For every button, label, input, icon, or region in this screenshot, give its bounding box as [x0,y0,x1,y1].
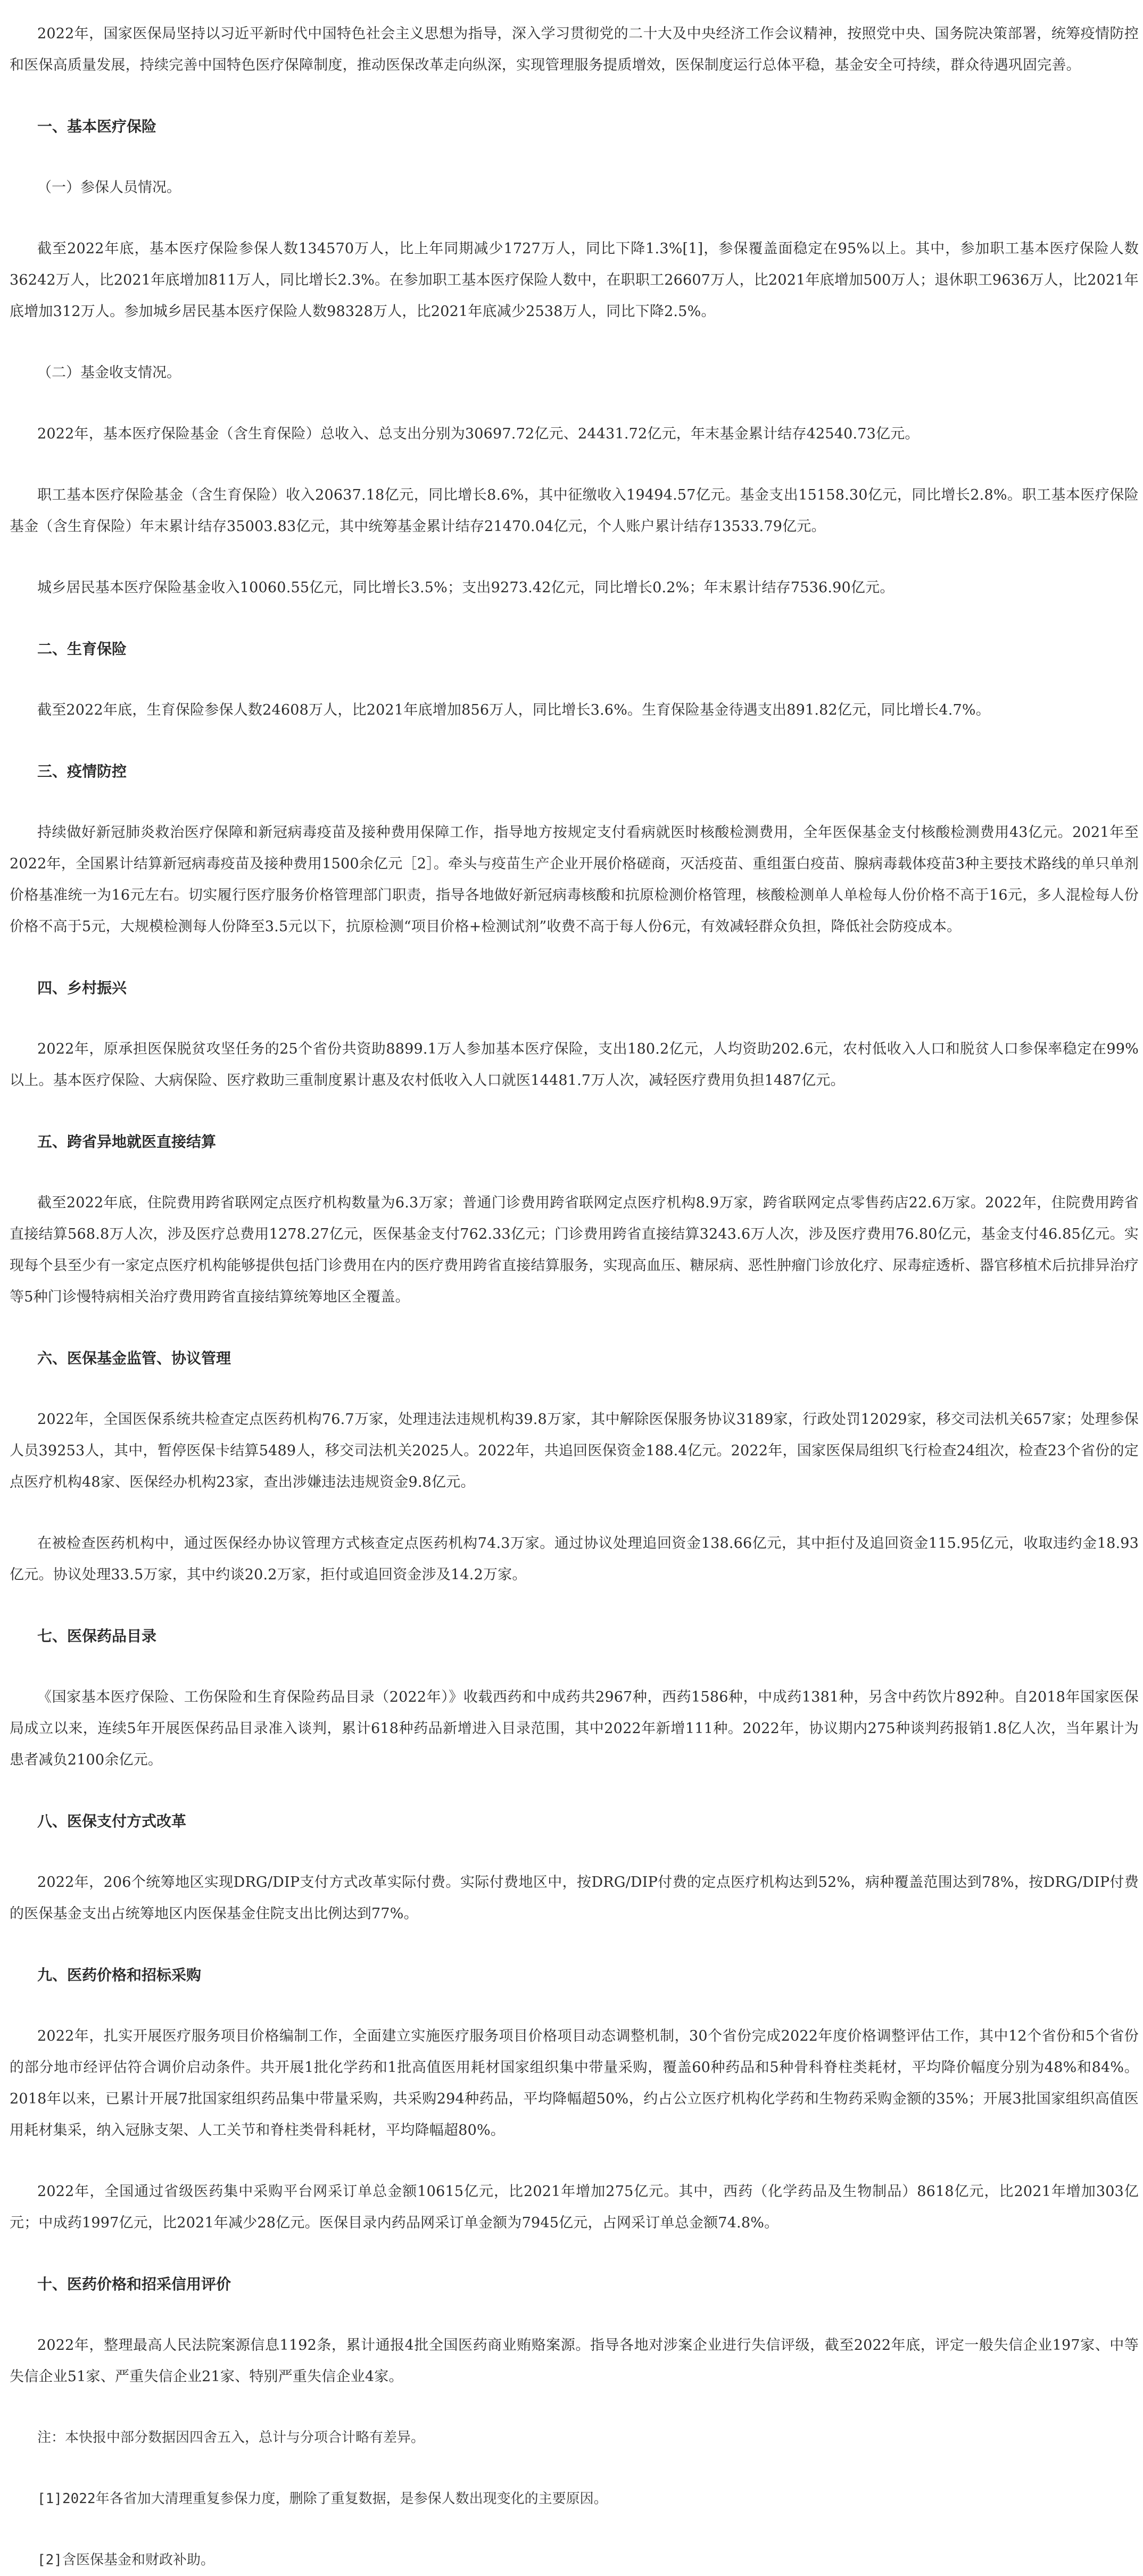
section-7-paragraph-1: 《国家基本医疗保险、工伤保险和生育保险药品目录（2022年）》收载西药和中成药共2967种，西药1586种，中成药1381种，另含中药饮片892种。自2018年国家医保局成立以来，连续5年开展医保药品目录准入谈判，累计618种药品新增进入目录范围，其中2022年新增111种。2022年，协议期内275种谈判药报销1.8亿人次，当年累计为患者减负2100余亿元。 [10,1689,1139,1768]
section-5-heading: 五、跨省异地就医直接结算 [37,1133,217,1150]
section-7-heading: 七、医保药品目录 [37,1627,157,1645]
section-1-paragraph-4: 城乡居民基本医疗保险基金收入10060.55亿元，同比增长3.5%；支出9273.42亿元，同比增长0.2%；年末累计结存7536.90亿元。 [37,579,894,596]
section-1-paragraph-3: 职工基本医疗保险基金（含生育保险）收入20637.18亿元，同比增长8.6%，其中征缴收入19494.57亿元。基金支出15158.30亿元，同比增长2.8%。职工基本医疗保险基金（含生育保险）年末累计结存35003.83亿元，其中统筹基金累计结存21470.04亿元，个人账户累计结存13533.79亿元。 [10,487,1139,535]
section-6-paragraph-1: 2022年，全国医保系统共检查定点医药机构76.7万家，处理违法违规机构39.8万家，其中解除医保服务协议3189家，行政处罚12029家，移交司法机关657家；处理参保人员39253人，其中，暂停医保卡结算5489人，移交司法机关2025人。2022年，共追回医保资金188.4亿元。2022年，国家医保局组织飞行检查24组次，检查23个省份的定点医疗机构48家、医保经办机构23家，查出涉嫌违法违规资金9.8亿元。 [10,1411,1139,1490]
footnote-intro: 注：本快报中部分数据因四舍五入，总计与分项合计略有差异。 [37,2430,425,2446]
section-1-heading: 一、基本医疗保险 [37,118,157,135]
section-2-paragraph-1: 截至2022年底，生育保险参保人数24608万人，比2021年底增加856万人，同比增长3.6%。生育保险基金待遇支出891.82亿元，同比增长4.7%。 [37,702,990,718]
section-6-heading: 六、医保基金监管、协议管理 [37,1349,231,1367]
section-1-paragraph-2: 2022年，基本医疗保险基金（含生育保险）总收入、总支出分别为30697.72亿元、24431.72亿元，年末基金累计结存42540.73亿元。 [37,426,920,442]
section-1-subheading-1: （一）参保人员情况。 [37,179,181,196]
section-4-paragraph-1: 2022年，原承担医保脱贫攻坚任务的25个省份共资助8899.1万人参加基本医疗保险，支出180.2亿元，人均资助202.6元，农村低收入人口和脱贫人口参保率稳定在99%以上。基本医疗保险、大病保险、医疗救助三重制度累计惠及农村低收入人口就医14481.7万人次，减轻医疗费用负担1487亿元。 [10,1041,1139,1089]
footnote-1: [1]2022年各省加大清理重复参保力度，删除了重复数据，是参保人数出现变化的主要原因。 [37,2491,608,2507]
section-9-paragraph-2: 2022年，全国通过省级医药集中采购平台网采订单总金额10615亿元，比2021年增加275亿元。其中，西药（化学药品及生物制品）8618亿元，比2021年增加303亿元；中成药1997亿元，比2021年减少28亿元。医保目录内药品网采订单金额为7945亿元，占网采订单总金额74.8%。 [10,2183,1139,2231]
section-1-paragraph-1: 截至2022年底，基本医疗保险参保人数134570万人，比上年同期减少1727万人，同比下降1.3%[1]，参保覆盖面稳定在95%以上。其中，参加职工基本医疗保险人数36242万人，比2021年底增加811万人，同比增长2.3%。在参加职工基本医疗保险人数中，在职职工26607万人，比2021年底增加500万人；退休职工9636万人，比2021年底增加312万人。参加城乡居民基本医疗保险人数98328万人，比2021年底减少2538万人，同比下降2.5%。 [10,241,1139,320]
section-4-heading: 四、乡村振兴 [37,979,127,997]
section-10-paragraph-1: 2022年，整理最高人民法院案源信息1192条，累计通报4批全国医药商业贿赂案源。指导各地对涉案企业进行失信评级，截至2022年底，评定一般失信企业197家、中等失信企业51家、严重失信企业21家、特别严重失信企业4家。 [10,2337,1139,2385]
section-9-paragraph-1: 2022年，扎实开展医疗服务项目价格编制工作，全面建立实施医疗服务项目价格项目动态调整机制，30个省份完成2022年度价格调整评估工作，其中12个省份和5个省份的部分地市经评估符合调价启动条件。共开展1批化学药和1批高值医用耗材国家组织集中带量采购，覆盖60种药品和5种骨科脊柱类耗材，平均降价幅度分别为48%和84%。2018年以来，已累计开展7批国家组织药品集中带量采购，共采购294种药品，平均降幅超50%，约占公立医疗机构化学药和生物药采购金额的35%；开展3批国家组织高值医用耗材集采，纳入冠脉支架、人工关节和脊柱类骨科耗材，平均降幅超80%。 [10,2028,1139,2139]
section-6-paragraph-2: 在被检查医药机构中，通过医保经办协议管理方式核查定点医药机构74.3万家。通过协议处理追回资金138.66亿元，其中拒付及追回资金115.95亿元，收取违约金18.93亿元。协议处理33.5万家，其中约谈20.2万家，拒付或追回资金涉及14.2万家。 [10,1535,1139,1583]
section-2-heading: 二、生育保险 [37,640,127,658]
section-8-paragraph-1: 2022年，206个统筹地区实现DRG/DIP支付方式改革实际付费。实际付费地区中，按DRG/DIP付费的定点医疗机构达到52%，病种覆盖范围达到78%，按DRG/DIP付费的医保基金支出占统筹地区内医保基金住院支出比例达到77%。 [10,1874,1139,1922]
footnote-2: [2]含医保基金和财政补助。 [37,2552,214,2568]
section-3-heading: 三、疫情防控 [37,763,127,780]
section-5-paragraph-1: 截至2022年底，住院费用跨省联网定点医疗机构数量为6.3万家；普通门诊费用跨省联网定点医疗机构8.9万家，跨省联网定点零售药店22.6万家。2022年，住院费用跨省直接结算568.8万人次，涉及医疗总费用1278.27亿元，医保基金支付762.33亿元；门诊费用跨省直接结算3243.6万人次，涉及医疗费用76.80亿元，基金支付46.85亿元。实现每个县至少有一家定点医疗机构能够提供包括门诊费用在内的医疗费用跨省直接结算服务，实现高血压、糖尿病、恶性肿瘤门诊放化疗、尿毒症透析、器官移植术后抗排异治疗等5种门诊慢特病相关治疗费用跨省直接结算统筹地区全覆盖。 [10,1195,1139,1305]
section-8-heading: 八、医保支付方式改革 [37,1812,187,1830]
section-10-heading: 十、医药价格和招采信用评价 [37,2275,231,2293]
section-9-heading: 九、医药价格和招标采购 [37,1966,202,1984]
intro-paragraph: 2022年，国家医保局坚持以习近平新时代中国特色社会主义思想为指导，深入学习贯彻党的二十大及中央经济工作会议精神，按照党中央、国务院决策部署，统筹疫情防控和医保高质量发展，持续完善中国特色医疗保障制度，推动医保改革走向纵深，实现管理服务提质增效，医保制度运行总体平稳，基金安全可持续，群众待遇巩固完善。 [10,26,1139,73]
section-1-subheading-2: （二）基金收支情况。 [37,365,181,381]
section-3-paragraph-1: 持续做好新冠肺炎救治医疗保障和新冠病毒疫苗及接种费用保障工作，指导地方按规定支付看病就医时核酸检测费用，全年医保基金支付核酸检测费用43亿元。2021年至2022年，全国累计结算新冠病毒疫苗及接种费用1500余亿元［2］。牵头与疫苗生产企业开展价格磋商，灭活疫苗、重组蛋白疫苗、腺病毒载体疫苗3种主要技术路线的单只单剂价格基准统一为16元左右。切实履行医疗服务价格管理部门职责，指导各地做好新冠病毒核酸和抗原检测价格管理，核酸检测单人单检每人份价格不高于16元，多人混检每人份价格不高于5元，大规模检测每人份降至3.5元以下，抗原检测“项目价格+检测试剂”收费不高于每人份6元，有效减轻群众负担，降低社会防疫成本。 [10,824,1139,935]
